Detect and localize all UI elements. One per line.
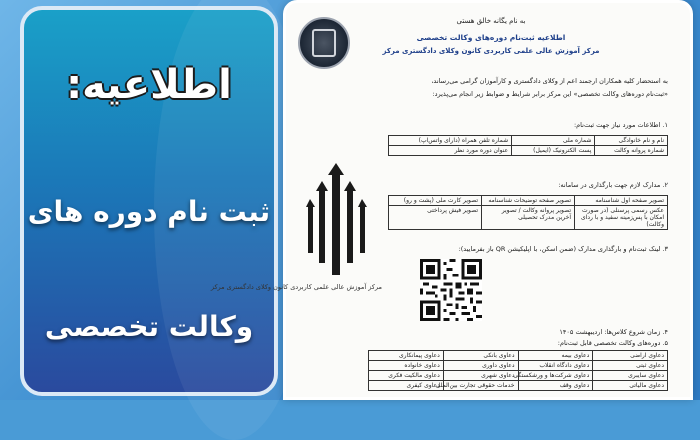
table-row bbox=[389, 146, 668, 156]
table-row bbox=[369, 381, 668, 391]
table-cell: خدمات حقوقی تجارت بین‌الملل bbox=[443, 381, 518, 391]
announcement-banner bbox=[20, 6, 278, 396]
table-cell: دعاوی وقف bbox=[518, 381, 593, 391]
emblem-caption: مرکز آموزش عالی علمی کاربردی کانون وکلای دادگستری مرکز bbox=[210, 283, 382, 291]
table-cell: دعاوی کیفری bbox=[369, 381, 444, 391]
table-row bbox=[369, 361, 668, 371]
doc-section2-title: ۲. مدارک لازم جهت بارگذاری در سامانه: bbox=[558, 181, 668, 189]
table-row bbox=[369, 371, 668, 381]
table-cell: عنوان دوره مورد نظر bbox=[389, 146, 512, 156]
table-cell: پست الکترونیک (ایمیل) bbox=[512, 146, 595, 156]
doc-section1-title: ۱. اطلاعات مورد نیاز جهت ثبت‌نام: bbox=[573, 121, 668, 129]
table-row bbox=[389, 136, 668, 146]
banner-title: اطلاعیه: bbox=[66, 62, 232, 108]
banner-subtitle-line1: ثبت نام دوره های bbox=[27, 195, 271, 228]
table-cell: دعاوی ثبتی bbox=[593, 361, 668, 371]
info-requirements-table bbox=[388, 135, 668, 156]
table-cell: دعاوی شهری bbox=[443, 371, 518, 381]
table-row bbox=[389, 206, 668, 230]
doc-section4-title: ۴. زمان شروع کلاس‌ها: اردیبهشت ۱۴۰۵ bbox=[559, 328, 668, 336]
doc-intro-line1: به استحضار کلیه همکاران ارجمند اعم از وکلای دادگستری و کارآموزان گرامی می‌رساند، bbox=[431, 77, 668, 85]
table-cell: دعاوی داوری bbox=[443, 361, 518, 371]
table-cell: تصویر صفحه اول شناسنامه bbox=[575, 196, 668, 206]
table-cell: دعاوی دادگاه انقلاب bbox=[518, 361, 593, 371]
table-cell: دعاوی مالیاتی bbox=[593, 381, 668, 391]
announcement-document bbox=[210, 0, 693, 400]
doc-heading: اطلاعیه ثبت‌نام دوره‌های وکالت تخصصی bbox=[416, 33, 566, 42]
banner-subtitle-line2: وکالت تخصصی bbox=[44, 310, 254, 343]
table-row bbox=[389, 196, 668, 206]
table-cell: دعاوی بیمه bbox=[518, 351, 593, 361]
table-cell: دعاوی اراضی bbox=[593, 351, 668, 361]
table-cell: تصویر کارت ملی (پشت و رو) bbox=[389, 196, 482, 206]
table-cell: دعاوی شرکت‌ها و ورشکستگی bbox=[518, 371, 593, 381]
center-emblem-icon bbox=[300, 163, 372, 278]
table-cell: دعاوی سایبری bbox=[593, 371, 668, 381]
table-cell: تصویر پروانه وکالت / تصویر آخرین مدرک تحصیلی bbox=[482, 206, 575, 230]
table-cell: دعاوی بانکی bbox=[443, 351, 518, 361]
doc-section3-title: ۳. لینک ثبت‌نام و بارگذاری مدارک (ضمن اسکن، با اپلیکیشن QR باز بفرمایید): bbox=[458, 245, 668, 253]
documents-table bbox=[388, 195, 668, 230]
table-row bbox=[369, 351, 668, 361]
table-cell: دعاوی مالکیت فکری bbox=[369, 371, 444, 381]
registration-qr-code[interactable] bbox=[420, 259, 482, 321]
courses-table bbox=[368, 350, 668, 391]
table-cell: شماره پروانه وکالت bbox=[595, 146, 668, 156]
table-cell: شماره تلفن همراه (دارای واتس‌اپ) bbox=[389, 136, 512, 146]
table-cell: شماره ملی bbox=[512, 136, 595, 146]
table-cell: تصویر فیش پرداختی bbox=[389, 206, 482, 230]
doc-org-name: مرکز آموزش عالی علمی کاربردی کانون وکلای دادگستری مرکز bbox=[382, 47, 600, 55]
table-cell: عکس رسمی پرسنلی (در صورت امکان با پس‌زمینه سفید و با ردای وکالت) bbox=[575, 206, 668, 230]
doc-bismillah: به نام یگانه خالق هستی bbox=[456, 17, 526, 25]
table-cell: تصویر صفحه توضیحات شناسنامه bbox=[482, 196, 575, 206]
bar-association-seal-icon bbox=[298, 17, 350, 69]
doc-intro-line2: «ثبت‌نام دوره‌های وکالت تخصصی» این مرکز برابر شرایط و ضوابط زیر انجام می‌پذیرد: bbox=[432, 90, 668, 98]
table-cell: دعاوی پیمانکاری bbox=[369, 351, 444, 361]
qr-code-icon bbox=[420, 259, 482, 321]
doc-section5-title: ۵. دوره‌های وکالت تخصصی قابل ثبت‌نام: bbox=[557, 339, 668, 347]
table-cell: نام و نام خانوادگی bbox=[595, 136, 668, 146]
table-cell: دعاوی خانواده bbox=[369, 361, 444, 371]
